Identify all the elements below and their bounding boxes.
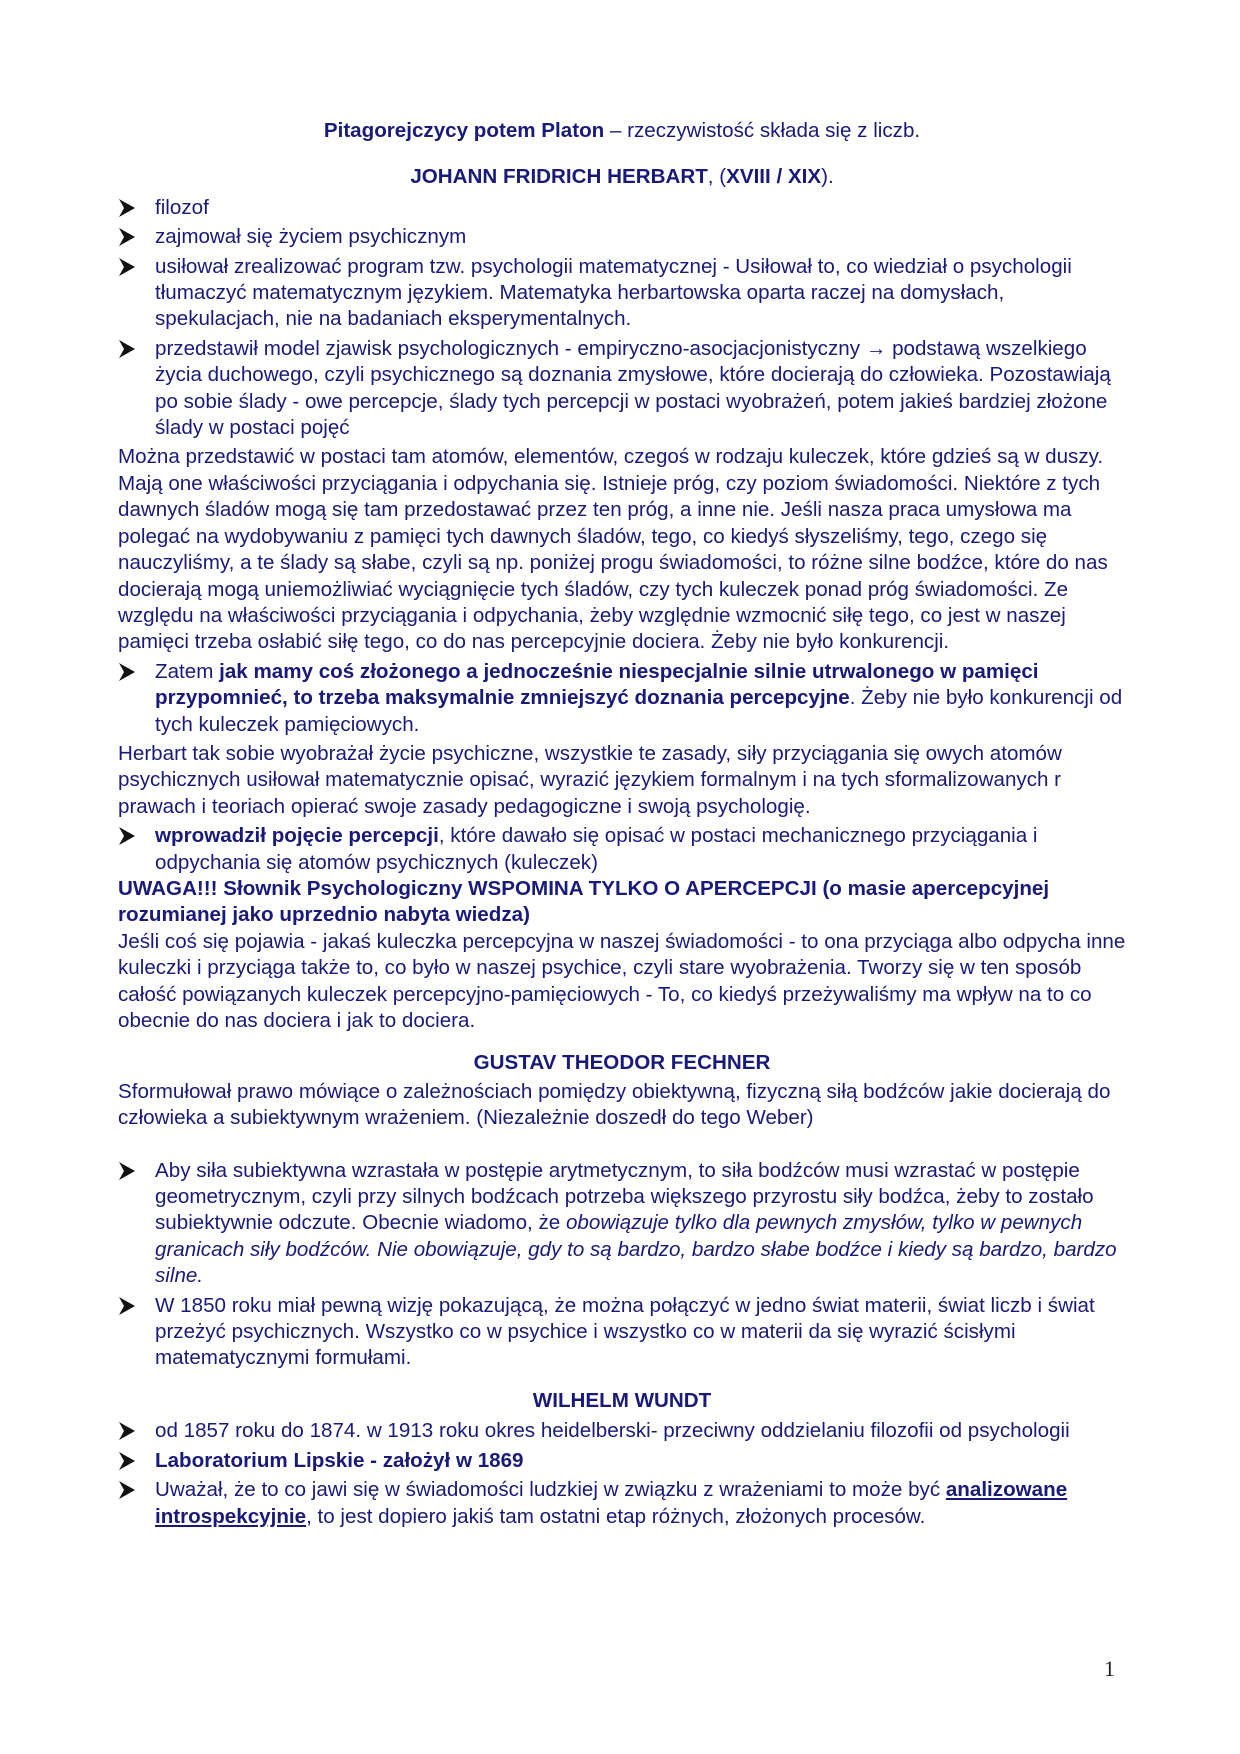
list-item: [118, 1293, 1126, 1372]
list-item: [118, 224, 1126, 250]
list-item-underlined: analizowane introspekcyjnie: [155, 1478, 1068, 1528]
document-body: [118, 118, 1126, 1533]
arrowhead-bullet-icon: [118, 339, 136, 359]
herbart-paragraph-1: Można przedstawić w postaci tam atomów, elementów, czegoś w rodzaju kuleczek, które gdzieś są w duszy. Mają one właściwości przyciągania i odpychania się. Istnieje próg, czy poziom świadomości. Niektóre z tych dawnych śladów mogą się tam przedostawać przez ten próg, a inne nie. Jeśli nasza praca umysłowa ma polegać na wydobywaniu z pamięci tych dawnych śladów, tego, co kiedyś słyszeliśmy, tego, czego się nauczyliśmy, a te ślady są słabe, czyli są np. poniżej progu świadomości, to różne silne bodźce, które do nas docierają mogą uniemożliwiać wyciągnięcie tych śladów, czy tych kuleczek ponad próg świadomości. Ze względu na właściwości przyciągania i odpychania, żeby względnie wzmocnić siłę tego, co jest w naszej pamięci trzeba osłabić siłę tego, co do nas percepcyjnie dociera. Żeby nie było konkurencji.: [118, 445, 1108, 654]
list-item: [118, 195, 1126, 221]
list-item-bold: jak mamy coś złożonego a jednocześnie niespecjalnie silnie utrwalonego w pamięci przypomnieć, to trzeba maksymalnie zmniejszyć doznania percepcyjne: [155, 659, 1039, 710]
herbart-list-1: [118, 195, 1126, 442]
arrowhead-bullet-icon: [118, 1296, 136, 1316]
arrowhead-bullet-icon: [118, 1451, 136, 1471]
list-item-text: zajmował się życiem psychicznym: [155, 225, 467, 249]
herbart-paragraph-2: Herbart tak sobie wyobrażał życie psychiczne, wszystkie te zasady, siły przyciągania się owych atomów psychicznych usiłował matematycznie opisać, wyrazić językiem formalnym i na tych sformalizowanych r prawach i teoriach opierać swoje zasady pedagogiczne i swoją psychologię.: [118, 741, 1062, 818]
list-item: [118, 823, 1126, 876]
spacer: [118, 1132, 1126, 1158]
arrowhead-bullet-icon: [118, 826, 136, 846]
intro-bold: Pitagorejczycy potem Platon: [323, 119, 605, 142]
list-item: [118, 659, 1126, 738]
arrowhead-bullet-icon: [118, 257, 136, 277]
list-item-text: Zatem: [155, 659, 220, 683]
arrowhead-bullet-icon: [118, 1480, 136, 1500]
fechner-paragraph: Sformułował prawo mówiące o zależnościach pomiędzy obiektywną, fizyczną siłą bodźców jakie docierają do człowieka a subiektywnym wrażeniem. (Niezależnie doszedł do tego Weber): [118, 1079, 1111, 1130]
fechner-list: [118, 1158, 1126, 1372]
list-item-text: W 1850 roku miał pewną wizję pokazującą, że można połączyć w jedno świat materii, świat liczb i świat przeżyć psychicznych. Wszystko co w psychice i wszystko co w materii da się wyrazić ścisłymi matematycznymi formułami.: [155, 1293, 1095, 1370]
herbart-paragraph-3: Jeśli coś się pojawia - jakaś kuleczka percepcyjna w naszej świadomości - to ona przyciąga albo odpycha inne kuleczki i przyciąga także to, co było w naszej psychice, czyli stare wyobrażenia. Tworzy się w ten sposób całość powiązanych kuleczek percepcyjno-pamięciowych - To, co kiedyś przeżywaliśmy ma wpływ na to co obecnie do nas dociera i jak to dociera.: [118, 929, 1126, 1032]
herbart-heading-era: XVIII / XIX: [726, 165, 822, 189]
list-item-bold: wprowadził pojęcie percepcji: [155, 824, 439, 848]
herbart-heading-name: JOHANN FRIDRICH HERBART: [410, 165, 708, 189]
list-item-text: przedstawił model zjawisk psychologicznych - empiryczno-asocjacjonistyczny: [155, 336, 866, 360]
list-item-italic: obowiązuje tylko dla pewnych zmysłów, tylko w pewnych granicach siły bodźców. Nie obowiązuje, gdy to są bardzo, bardzo słabe bodźce i kiedy są bardzo, bardzo silne.: [155, 1211, 1117, 1288]
uwaga-note: UWAGA!!! Słownik Psychologiczny WSPOMINA TYLKO O APERCEPCJI (o masie apercepcyjnej rozumianej jako uprzednio nabyta wiedza): [118, 876, 1050, 927]
list-item: [118, 1158, 1126, 1290]
list-item-text: od 1857 roku do 1874. w 1913 roku okres heidelberski- przeciwny oddzielaniu filozofii od psychologii: [155, 1419, 1070, 1443]
list-item-text: filozof: [155, 195, 209, 219]
herbart-heading-end: ).: [821, 165, 834, 189]
list-item: [118, 1477, 1126, 1530]
list-item-text-cont: . Żeby nie było konkurencji od tych kuleczek pamięciowych.: [155, 686, 1123, 736]
list-item: [118, 254, 1126, 333]
list-item-text-cont: podstawą wszelkiego życia duchowego, czyli psychicznego są doznania zmysłowe, które docierają do człowieka. Pozostawiają po sobie ślady - owe percepcje, ślady tych percepcji w postaci wyobrażeń, potem jakieś bardziej złożone ślady w postaci pojęć: [155, 336, 1111, 440]
list-item-text: usiłował zrealizować program tzw. psychologii matematycznej - Usiłował to, co wiedział o psychologii tłumaczyć matematycznym językiem. Matematyka herbartowska oparta raczej na domysłach, spekulacjach, nie na badaniach eksperymentalnych.: [155, 254, 1072, 331]
list-item: [118, 1448, 1126, 1474]
wundt-heading-text: WILHELM WUNDT: [532, 1388, 712, 1412]
wundt-heading: [118, 1388, 1126, 1414]
list-item-text-cont: , to jest dopiero jakiś tam ostatni etap różnych, złożonych procesów.: [306, 1504, 926, 1528]
arrowhead-bullet-icon: [118, 662, 136, 682]
herbart-heading: [118, 164, 1126, 190]
list-item-text: Uważał, że to co jawi się w świadomości ludzkiej w związku z wrażeniami to może być: [155, 1478, 946, 1502]
herbart-list-3: [118, 823, 1126, 876]
right-arrow-icon: →: [865, 336, 887, 360]
list-item: [118, 1418, 1126, 1444]
list-item-text: , które dawało się opisać w postaci mechanicznego przyciągania i odpychania się atomów psychicznych (kuleczek): [155, 824, 1038, 874]
fechner-heading: [118, 1050, 1126, 1076]
herbart-list-2: [118, 659, 1126, 738]
list-item: [118, 336, 1126, 442]
herbart-heading-sep: , (: [707, 165, 727, 189]
arrowhead-bullet-icon: [118, 1421, 136, 1441]
arrowhead-bullet-icon: [118, 198, 136, 218]
wundt-list: [118, 1418, 1126, 1530]
list-item-bold: Laboratorium Lipskie - założył w 1869: [155, 1448, 524, 1472]
list-item-text: Aby siła subiektywna wzrastała w postępie arytmetycznym, to siła bodźców musi wzrastać w postępie geometrycznym, czyli przy silnych bodźcach potrzeba większego przyrostu siły bodźca, żeby to zostało subiektywnie odczute. Obecnie wiadomo, że: [155, 1158, 1094, 1235]
arrowhead-bullet-icon: [118, 1161, 136, 1181]
intro-rest: – rzeczywistość składa się z liczb.: [604, 119, 921, 142]
intro-line: [118, 118, 1126, 144]
fechner-heading-text: GUSTAV THEODOR FECHNER: [473, 1051, 771, 1075]
arrowhead-bullet-icon: [118, 227, 136, 247]
page-number: 1: [1104, 1656, 1115, 1681]
